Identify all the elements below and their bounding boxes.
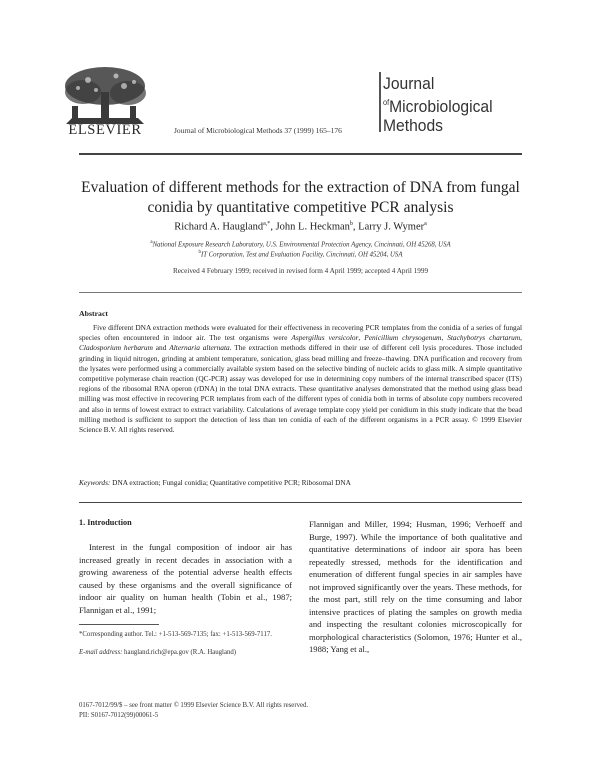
abstract-top-rule — [79, 292, 522, 293]
copyright-line: 0167-7012/99/$ – see front matter © 1999 Elsevier Science B.V. All rights reserved. — [79, 702, 309, 709]
email-footnote: E-mail address: haugland.rich@epa.gov (R.A. Haugland) — [79, 649, 237, 656]
author-list: Richard A. Haugland$^{a,*}$, John L. Heckman$^b$, Larry J. Wymer$^a$ — [174, 221, 427, 233]
intro-left-column: Interest in the fungal composition of indoor air has increased greatly in recent decades in association with a growing awareness of the potential adverse health effects caused by these organisms and the overall significance of indoor air quality on human health (Tobin et al., 1987; Flannigan et al., 1991; — [79, 542, 292, 615]
pii-line: PII: S0167-7012(99)00061-5 — [79, 712, 159, 719]
header-rule — [79, 153, 522, 155]
elsevier-logo — [52, 66, 158, 142]
author-affiliation-mark: a — [424, 221, 427, 227]
journal-citation: Journal of Microbiological Methods 37 (1999) 165–176 — [174, 126, 342, 135]
front-matter — [79, 701, 308, 721]
author-affiliation-mark: a,* — [263, 221, 271, 227]
keywords-label: Keywords: — [79, 478, 111, 487]
elsevier-wordmark: ELSEVIER — [68, 122, 142, 138]
author-affiliation-mark: b — [349, 221, 353, 227]
species-name: Penicillium chrysogenum — [364, 333, 442, 343]
article-title: Evaluation of different methods for the extraction of DNA from fungal conidia by quantitative competitive PCR analysis — [81, 179, 520, 216]
species-name: Aspergillus versicolor — [291, 333, 359, 343]
section-heading-introduction: 1. Introduction — [79, 518, 132, 527]
abstract-heading: Abstract — [79, 309, 109, 318]
affiliation: $^a$National Exposure Research Laboratory, U.S. Environmental Protection Agency, Cincinnati, OH 45268, USA — [150, 240, 451, 249]
journal-name-line3: Methods — [383, 116, 443, 135]
journal-name-line2: $^{of}$Microbiological — [383, 97, 493, 116]
elsevier-tree-icon — [58, 66, 152, 126]
abstract-body: Five different DNA extraction methods were evaluated for their effectiveness in recovering PCR templates from the conidia of a series of fungal species often encountered in indoor air. The test organisms were Aspergillus versicolor, Penicillium chrysogenum, Stachybotrys chartarum, Cladosporium herbarum and Alternaria alternata. The extraction methods differed in their use of different cell lysis procedures. Those included grinding in liquid nitrogen, grinding at ambient temperature, sonication, glass bead milling and freeze–thawing. DNA purification and recovery from the lysates were performed using a commercially available system based on the selective binding of nucleic acids to glass milk. A simple quantitative competitive polymerase chain reaction (QC-PCR) assay was developed for use in determining copy numbers of the internal transcribed spacer (ITS) regions of the ribosomal RNA operon (rDNA) in the total DNA extracts. These quantitative analyses demonstrated that the method using glass bead milling was most effective in recovering PCR templates from each of the different types of conidia both in terms of absolute copy numbers recovered and also in terms of lowest extract to extract variability. Calculations of average template copy yield per conidium in this study indicate that the bead milling method is sufficient to support the detection of less than ten conidia of each of the different organisms in a PCR assay. © 1999 Elsevier Science B.V. All rights reserved. — [79, 323, 523, 435]
author-name: Larry J. Wymer — [358, 221, 425, 233]
received-dates: Received 4 February 1999; received in revised form 4 April 1999; accepted 4 April 1999 — [172, 267, 429, 275]
corresponding-author-footnote: *Corresponding author. Tel.: +1-513-569-7135; fax: +1-513-569-7117. — [79, 631, 272, 638]
keywords: Keywords: DNA extraction; Fungal conidia; Quantitative competitive PCR; Ribosomal DNA — [79, 478, 351, 487]
abstract-bottom-rule — [79, 502, 522, 503]
species-name: Alternaria alternata — [169, 343, 230, 353]
author-name: John L. Heckman — [275, 221, 350, 233]
journal-name-of: of — [383, 98, 390, 107]
author-name: Richard A. Haugland — [174, 221, 264, 233]
species-name: Stachybotrys chartarum — [447, 333, 521, 343]
affiliation: $^b$IT Corporation, Test and Evaluation Facility, Cincinnati, OH 45204, USA — [198, 250, 403, 259]
intro-right-column: Flannigan and Miller, 1994; Husman, 1996; Verhoeff and Burge, 1997). While the importance of both qualitative and quantitative determinations of indoor air spora has been repeatedly stressed, methods for the identification and enumeration of different fungal species in air samples have not improved significantly over the years. These methods, for the most part, still rely on the time consuming and labor intensive practices of plating the samples on growth media and inspecting the resultant colonies microscopically for morphological characteristics (Solomon, 1976; Hunter et al., 1988; Yang et al., — [309, 519, 522, 654]
journal-name-line1: Journal — [383, 74, 435, 93]
email-address: haugland.rich@epa.gov (R.A. Haugland) — [122, 649, 237, 656]
journal-masthead — [383, 74, 493, 135]
journal-mark-rule — [379, 72, 381, 132]
species-name: Cladosporium herbarum — [79, 343, 153, 353]
footnote-rule — [79, 624, 159, 625]
